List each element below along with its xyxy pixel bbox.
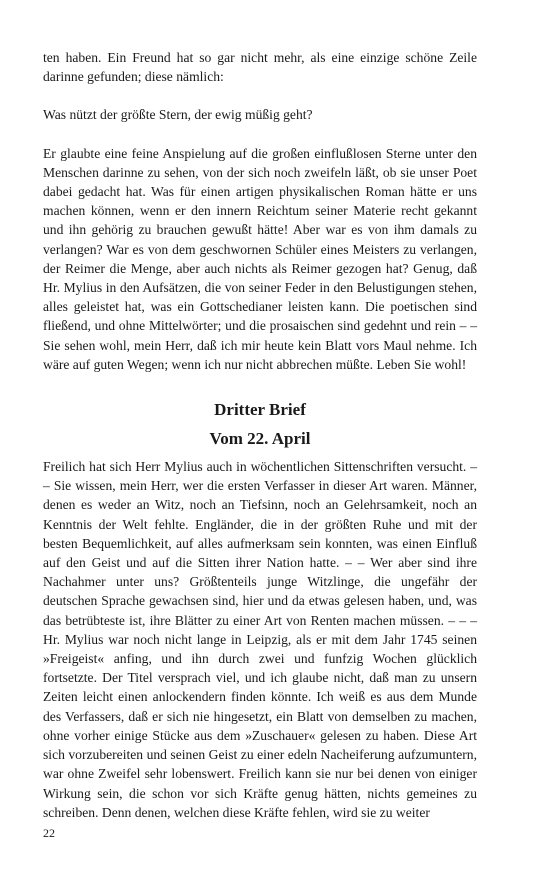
quoted-verse: Was nützt der größte Stern, der ewig müßig geht?	[43, 107, 313, 123]
paragraph-1: ten haben. Ein Freund hat so gar nicht mehr, als eine einzige schöne Zeile darinne gefunden; diese nämlich:	[43, 50, 477, 85]
paragraph-3: Freilich hat sich Herr Mylius auch in wöchentlichen Sittenschriften versucht. – – Sie wissen, mein Herr, wer die ersten Verfasser in dieser Art waren. Männer, denen es weder an Witz, noch an Tiefsinn, noch an Gelehrsamkeit, noch an Kenntnis der Welt fehlte. Engländer, die in der größten Ruhe und mit der besten Bequemlichkeit, auf alles aufmerksam sein konnten, was einen Einfluß auf den Geist und auf die Sitten ihrer Nation hatte. – – Wer aber sind ihre Nachahmer unter uns? Größtenteils junge Witzlinge, die ungefähr der deutschen Sprache gewachsen sind, hier und da etwas gelesen haben, und, was das betrübteste ist, ihre Blätter zu einer Art von Renten machen müssen. – – – Hr. Mylius war noch nicht lange in Leipzig, als er mit dem Jahr 1745 seinen »Freigeist« anfing, und ihn durch zwei und funfzig Wochen glücklich fortsetzte. Der Titel versprach viel, und ich glaube nicht, daß man zu unsern Zeiten leicht einen anlockendern finden könnte. Ich weiß es aus dem Munde des Verfassers, daß er sich nie hingesetzt, ein Blatt von demselben zu machen, ohne vorher einige Stücke aus dem »Zuschauer« gelesen zu haben. Diese Art sich vorzubereiten und seinen Geist zu einer edeln Nacheiferung aufzumuntern, war ohne Zweifel sehr lobenswert. Freilich kann sie nur bei denen von einiger Wirkung sein, die schon vor sich Kräfte genug hätten, nichts gemeines zu schreiben. Denn denen, welchen diese Kräfte fehlen, wird sie zu weiter	[43, 459, 477, 820]
chapter-heading: Dritter Brief	[214, 400, 306, 420]
chapter-date-heading: Vom 22. April	[209, 429, 311, 449]
page-body	[43, 48, 477, 822]
paragraph-gap	[43, 86, 477, 105]
page-number: 22	[43, 826, 55, 840]
paragraph-2: Er glaubte eine feine Anspielung auf die großen einflußlosen Sterne unter den Menschen darinne zu sehen, von der sich noch zweifeln läßt, ob sie unser Poet dabei gedacht hat. Was für einen artigen physikalischen Roman hätte er uns machen können, wenn er den innern Reichtum seiner Materie recht gekannt und ihn gehörig zu brauchen gewußt hätte! Aber war es von ihm damals zu verlangen? War es von dem geschwornen Schüler eines Meisters zu verlangen, der Reimer die Menge, aber auch nichts als Reimer gezogen hat? Genug, daß Hr. Mylius in den Aufsätzen, die von seiner Feder in den Belustigungen stehen, alles geleistet hat, was ein Gottschedianer leisten kann. Die poetischen sind fließend, und ohne Mittelwörter; und die prosaischen sind gedehnt und rein – – Sie sehen wohl, mein Herr, daß ich mir heute kein Blatt vors Maul nehme. Ich wäre auf guten Wegen; wenn ich nur nicht abbrechen müßte. Leben Sie wohl!	[43, 145, 477, 372]
paragraph-gap	[43, 125, 477, 144]
